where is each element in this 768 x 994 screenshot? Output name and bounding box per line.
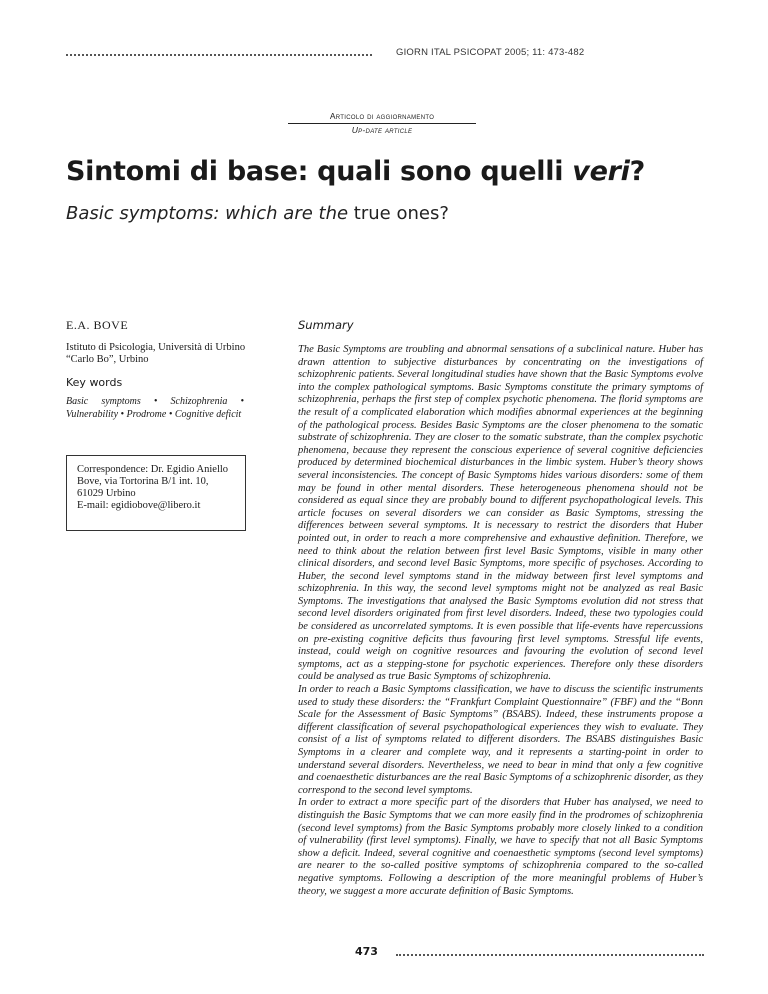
keywords-text: Basic symptoms • Schizophrenia • Vulnerability • Prodrome • Cognitive deficit [66, 396, 244, 420]
title-emphasis: veri [572, 156, 630, 187]
keywords-heading: Key words [66, 376, 123, 389]
page-number: 473 [355, 945, 378, 958]
article-type-block [288, 111, 476, 135]
subtitle-part1: Basic symptoms: which are the [66, 203, 354, 224]
article-type-divider [288, 123, 476, 124]
correspondence-line-2: 61029 Urbino [77, 488, 136, 499]
running-head: GIORN ITAL PSICOPAT 2005; 11: 473-482 [396, 47, 585, 58]
article-type-italian: Articolo di aggiornamento [329, 111, 435, 121]
article-title [66, 156, 645, 187]
summary-body [298, 344, 703, 898]
author-name: E.A. BOVE [66, 318, 129, 332]
title-end: ? [629, 156, 645, 187]
header-dotted-rule [66, 54, 372, 56]
correspondence-line-1: Correspondence: Dr. Egidio Aniello Bove, via Tortorina B/1 int. 10, [77, 464, 229, 487]
summary-paragraph: In order to extract a more specific part of the disorders that Huber has analysed, we need to distinguish the Basic Symptoms that we can more easily find in the prodromes of schizophrenia (second level symptoms) from the Basic Symptoms probably more closely linked to a condition of vulnerability (first level symptoms). Finally, we have to specify that not all Basic Symptoms show a deficit. Indeed, several cognitive and coenaesthetic symptoms (second level symptoms) are nearer to the so-called positive symptoms of schizophrenia compared to the so-called negative symptoms. Following a description of the more meaningful problems of Huber’s theory, we suggest a more accurate definition of Basic Symptoms. [298, 797, 703, 897]
article-type-english: Up-date article [351, 125, 413, 135]
correspondence-email: E-mail: egidiobove@libero.it [77, 500, 201, 511]
article-subtitle [66, 203, 449, 224]
author-affiliation: Istituto di Psicologia, Università di Urbino “Carlo Bo”, Urbino [66, 342, 246, 365]
subtitle-part2: true ones? [353, 203, 449, 224]
correspondence-box [66, 455, 246, 531]
summary-heading: Summary [298, 318, 354, 332]
summary-paragraph: The Basic Symptoms are troubling and abnormal sensations of a subclinical nature. Huber has drawn attention to subjective disturbances by concentrating on the investigations of schizophrenic patients. Several longitudinal studies have shown that the Basic Symptoms evolve into the complex pathological symptoms. Basic Symptoms constitute the primary symptoms of schizophrenia, perhaps the first step of complex psychotic phenomena. The florid symptoms are the result of a complicated elaboration which modifies abnormal experiences at the beginning of the pathological process. Besides Basic Symptoms are the closer phenomena to the somatic substrate of schizophrenia. They are closer to the somatic substrate, than the complex psychotic phenomena, because they represent the conscious experience of several cognitive deficiencies produced by determined biochemical disturbances in the limbic system. Huber’s theory shows several inconsistencies. The concept of Basic Symptoms hides various disorders: some of them may be found in other mental disorders. These heterogeneous phenomena should not be considered as equal since they are probably bound to different psychopathological levels. This article focuses on several disorders we can consider as Basic Symptoms, stressing the differences between several symptoms. It is necessary to restrict the disorders that Huber pointed out, in order to reach a more comprehensive and exhaustive definition. Therefore, we need to think about the relation between first level Basic Symptoms, visible in many other clinical disorders, and second level Basic Symptoms, more specific of psychoses. According to Huber, the second level symptoms stand in the midway between first level symptoms and schizophrenia. In this way, the second level symptoms might not be analyzed as real Basic Symptoms. The investigations that analysed the Basic Symptoms evolution did not stress that second level disorders originated from first level disorders. Indeed, these two typologies could be considered as uncorrelated symptoms. It is even possible that life-events have repercussions on pre-existing cognitive deficits thus favouring first level symptoms. Stressful life events, instead, could weigh on cognitive resources and favouring the evolution of second level symptoms, act as a stepping-stone for psychotic experiences. Therefore only these disorders could be analysed as true Basic Symptoms of schizophrenia. [298, 344, 703, 683]
title-main: Sintomi di base: quali sono quelli [66, 156, 573, 187]
summary-paragraph: In order to reach a Basic Symptoms classification, we have to discuss the scientific instruments used to study these disorders: the “Frankfurt Complaint Questionnaire” (FBF) and the “Bonn Scale for the Assessment of Basic Symptoms” (BSABS). Indeed, these instruments propose a different classification of several psychopathological experiences they wish to evaluate. They consist of a list of symptoms related to different disorders. The BSABS distinguishes Basic Symptoms in a clearer and complete way, and it represents a starting-point in order to understand several disorders. Nevertheless, we need to bear in mind that only a few cognitive and coenaesthetic disturbances are the real Basic Symptoms of a schizophrenic disorder, as they correspond to the second level symptoms. [298, 684, 703, 796]
footer-dotted-rule [396, 954, 704, 956]
